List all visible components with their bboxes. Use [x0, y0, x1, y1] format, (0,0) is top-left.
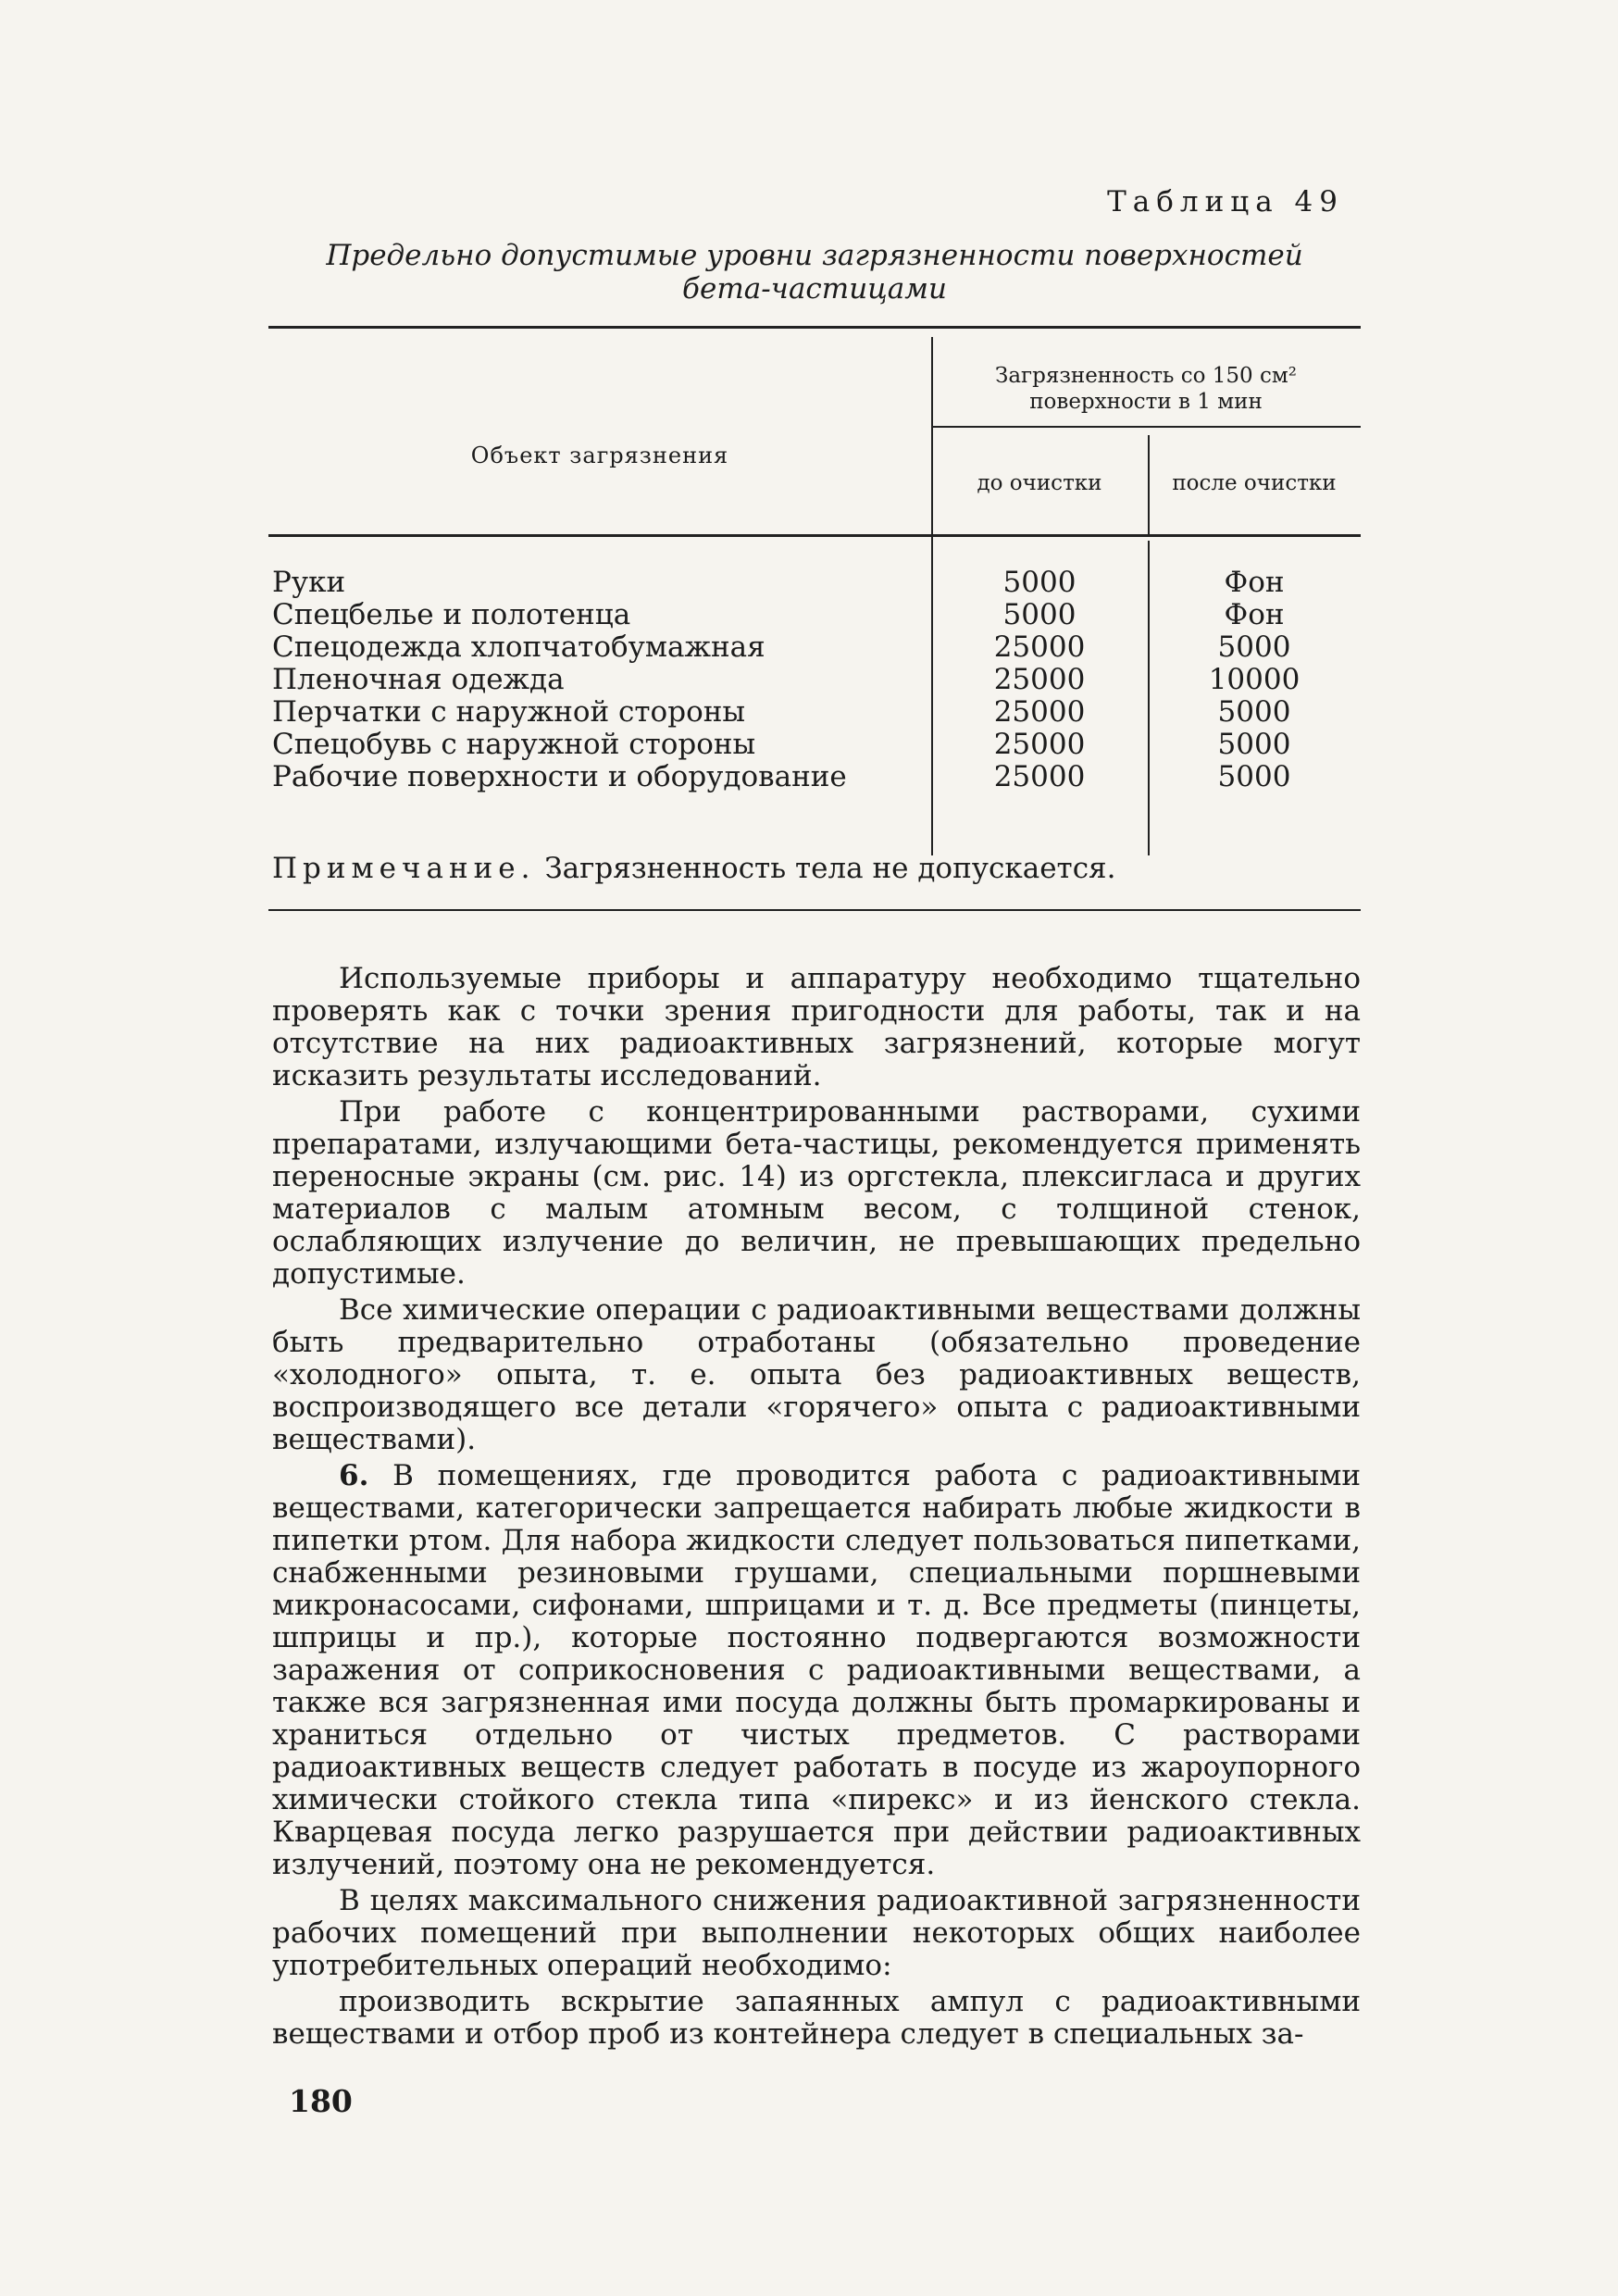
table-top-rule [268, 326, 1361, 329]
table-row [268, 696, 1361, 729]
table-bottom-rule [268, 909, 1361, 911]
cell-before: 5000 [1002, 566, 1077, 599]
cell-object: Спецобувь с наружной стороны [272, 728, 756, 761]
header-group [931, 352, 1361, 426]
table-label: Таблица 49 [1107, 185, 1344, 218]
cell-object: Пленочная одежда [272, 663, 565, 696]
cell-before: 5000 [1002, 598, 1077, 631]
table-row [268, 631, 1361, 664]
cell-after: Фон [1224, 598, 1285, 631]
header-object: Объект загрязнения [470, 443, 729, 468]
cell-after: 5000 [1217, 760, 1291, 793]
table-body [268, 567, 1361, 793]
cell-before: 25000 [993, 663, 1086, 696]
cell-before: 25000 [993, 630, 1086, 664]
paragraph: В целях максимального снижения радиоактивной загрязненности рабочих помещений при выполнении некоторых общих наиболее употребительных операций необходимо: [272, 1884, 1361, 1982]
cell-after: 5000 [1217, 728, 1291, 761]
cell-object: Спецбелье и полотенца [272, 598, 631, 631]
table-row [268, 567, 1361, 599]
header-group-rule [931, 426, 1361, 428]
table-row [268, 664, 1361, 696]
header-group-line-2: поверхности в 1 мин [1029, 390, 1263, 414]
paragraph-text: В помещениях, где проводится работа с радиоактивными веществами, категорически запрещается набирать любые жидкости в пипетки ртом. Для набора жидкости следует пользоваться пипетками, снабженными резиновыми грушами, специальными поршневыми микронасосами, сифонами, шприцами и т. д. Все предметы (пинцеты, шприцы и пр.), которые постоянно подвергаются возможности заражения от соприкосновения с радиоактивными веществами, а также вся загрязненная ими посуда должны быть промаркированы и храниться отдельно от чистых предметов. С растворами радиоактивных веществ следует работать в посуде из жароупорного химически стойкого стекла типа «пирекс» и из йенского стекла. Кварцевая посуда легко разрушается при действии радиоактивных излучений, поэтому она не рекомендуется. [272, 1459, 1361, 1881]
paragraph: Все химические операции с радиоактивными веществами должны быть предварительно отработаны (обязательно проведение «холодного» опыта, т. е. опыта без радиоактивных веществ, воспроизводящего все детали «горячего» опыта с радиоактивными веществами). [272, 1293, 1361, 1456]
table-caption [268, 239, 1361, 306]
caption-line-2: бета-частицами [682, 272, 947, 306]
contamination-table [268, 326, 1361, 918]
paragraph: производить вскрытие запаянных ампул с радиоактивными веществами и отбор проб из контейнера следует в специальных за- [272, 1985, 1361, 2051]
table-note [272, 852, 1115, 885]
cell-after: Фон [1224, 566, 1285, 599]
table-row [268, 599, 1361, 631]
paragraph: При работе с концентрированными растворами, сухими препаратами, излучающими бета-частицы, рекомендуется применять переносные экраны (см. рис. 14) из оргстекла, плексигласа и других материалов с малым атомным весом, с толщиной стенок, ослабляющих излучение до величин, не превышающих предельно допустимые. [272, 1095, 1361, 1291]
cell-after: 5000 [1217, 695, 1291, 729]
cell-before: 25000 [993, 760, 1086, 793]
paragraph [272, 1460, 1361, 1881]
cell-object: Руки [272, 566, 346, 599]
header-bottom-rule [268, 534, 1361, 537]
cell-before: 25000 [993, 695, 1086, 729]
cell-after: 10000 [1208, 663, 1301, 696]
note-text: Загрязненность тела не допускается. [535, 852, 1116, 885]
page-number: 180 [289, 2083, 353, 2119]
header-group-line-1: Загрязненность со 150 см² [995, 364, 1297, 388]
cell-object: Спецодежда хлопчатобумажная [272, 630, 765, 664]
cell-after: 5000 [1217, 630, 1291, 664]
cell-object: Рабочие поверхности и оборудование [272, 760, 847, 793]
header-before: до очистки [977, 471, 1102, 495]
header-after: после очистки [1172, 471, 1337, 495]
body-text [272, 963, 1361, 2054]
table-row [268, 761, 1361, 793]
section-number: 6. [339, 1459, 369, 1492]
caption-line-1: Предельно допустимые уровни загрязненности поверхностей [326, 239, 1303, 272]
cell-before: 25000 [993, 728, 1086, 761]
cell-object: Перчатки с наружной стороны [272, 695, 746, 729]
paragraph: Используемые приборы и аппаратуру необходимо тщательно проверять как с точки зрения пригодности для работы, так и на отсутствие на них радиоактивных загрязнений, которые могут исказить результаты исследований. [272, 962, 1361, 1092]
note-label: Примечание. [272, 852, 536, 885]
table-row [268, 729, 1361, 761]
